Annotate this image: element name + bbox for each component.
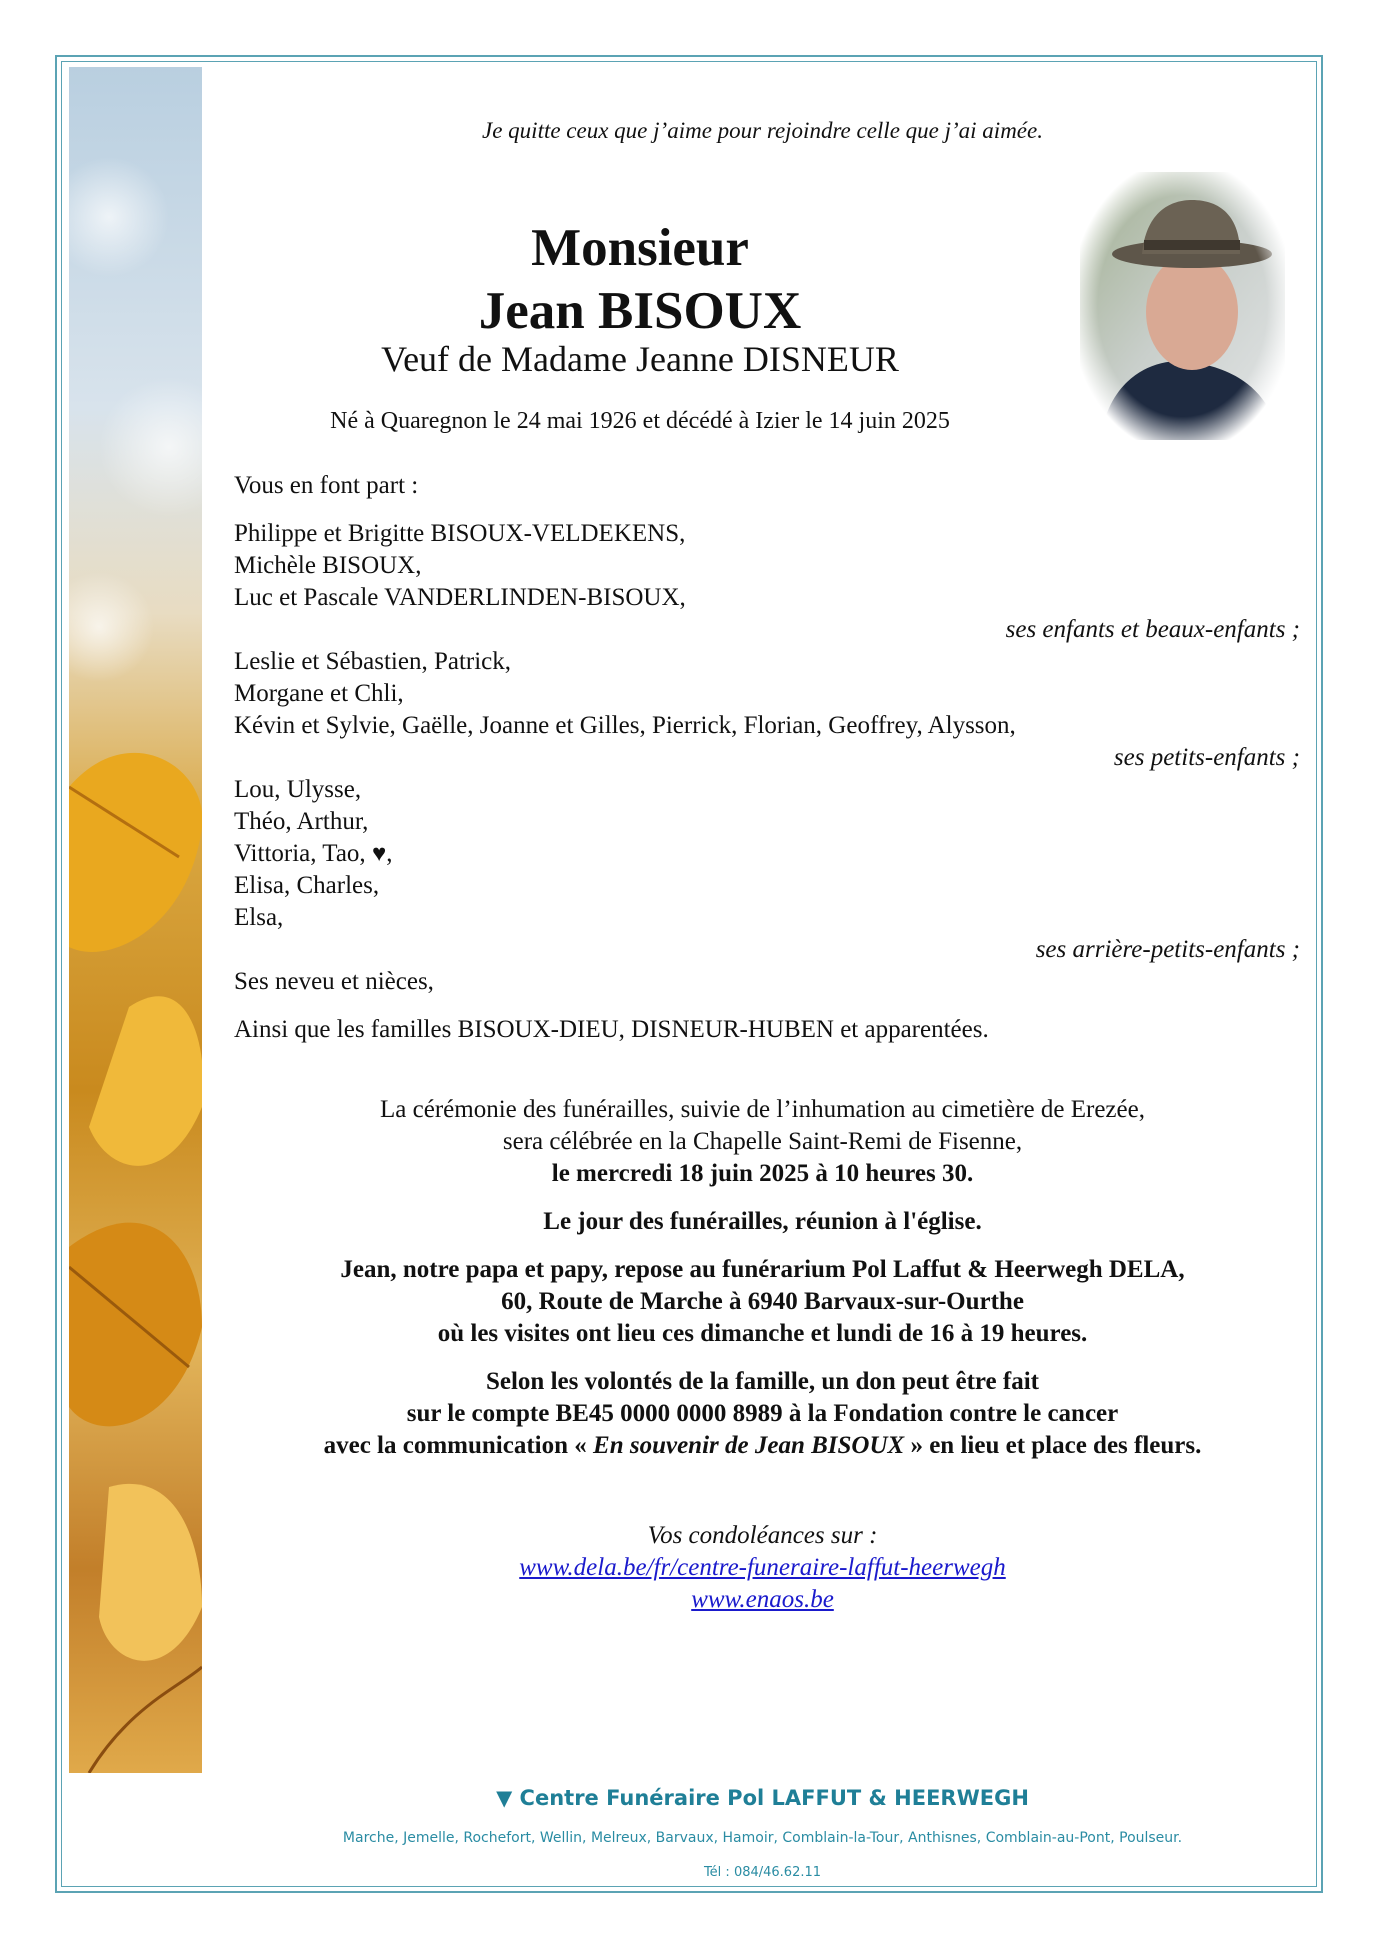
donation-communication: En souvenir de Jean BISOUX	[593, 1432, 905, 1459]
ceremony-date: le mercredi 18 juin 2025 à 10 heures 30.	[551, 1160, 974, 1187]
children-relation: ses enfants et beaux-enfants ;	[1005, 616, 1300, 643]
portrait-photo	[1080, 172, 1285, 440]
rest-line3: où les visites ont lieu ces dimanche et lundi de 16 à 19 heures.	[437, 1320, 1088, 1347]
footer-phone: Tél : 084/46.62.11	[703, 1865, 822, 1880]
epigraph-quote: Je quitte ceux que j’aime pour rejoindre celle que j’ai aimée.	[482, 118, 1043, 143]
heart-suffix: ,	[386, 840, 393, 867]
donation-line2: sur le compte BE45 0000 0000 8989 à la Fondation contre le cancer	[406, 1400, 1119, 1427]
intro-text: Vous en font part :	[234, 472, 419, 499]
ceremony-line2: sera célébrée en la Chapelle Saint-Remi de Fisenne,	[502, 1128, 1023, 1155]
list-item: Lou, Ulysse,	[234, 776, 362, 803]
great-grandchildren-relation: ses arrière-petits-enfants ;	[1035, 936, 1300, 963]
list-item: Elsa,	[234, 904, 284, 931]
company-name: Centre Funéraire Pol LAFFUT & HEERWEGH	[519, 1786, 1029, 1810]
meeting-line: Le jour des funérailles, réunion à l'église.	[543, 1208, 982, 1235]
list-item: Philippe et Brigitte BISOUX-VELDEKENS,	[234, 520, 686, 547]
list-item: Théo, Arthur,	[234, 808, 369, 835]
ceremony-line1: La cérémonie des funérailles, suivie de l’inhumation au cimetière de Erezée,	[380, 1096, 1145, 1123]
condolences-label: Vos condoléances sur :	[647, 1522, 878, 1549]
list-item: Luc et Pascale VANDERLINDEN-BISOUX,	[234, 584, 686, 611]
footer-towns: Marche, Jemelle, Rochefort, Wellin, Melreux, Barvaux, Hamoir, Comblain-la-Tour, Anthisnes, Comblain-au-Pont, Poulseur.	[342, 1830, 1183, 1846]
list-item-with-heart	[234, 838, 392, 870]
donation-suffix: » en lieu et place des fleurs.	[910, 1432, 1202, 1459]
condolences-link-enaos[interactable]: www.enaos.be	[691, 1586, 834, 1613]
autumn-leaves-banner	[69, 67, 202, 1773]
deceased-title: Monsieur	[531, 219, 749, 277]
condolences-link-dela[interactable]: www.dela.be/fr/centre-funeraire-laffut-heerwegh	[519, 1554, 1006, 1581]
donation-line3	[240, 1430, 1285, 1462]
birth-death-dates: Né à Quaregnon le 24 mai 1926 et décédé à Izier le 14 juin 2025	[330, 408, 950, 434]
triangle-down-icon: ▼	[496, 1786, 513, 1810]
list-item: Elisa, Charles,	[234, 872, 380, 899]
nephews-line: Ses neveu et nièces,	[234, 968, 434, 995]
rest-line1: Jean, notre papa et papy, repose au funérarium Pol Laffut & Heerwegh DELA,	[340, 1256, 1185, 1283]
footer-company	[240, 1786, 1285, 1810]
grandchildren-relation: ses petits-enfants ;	[1113, 744, 1300, 771]
heart-icon: ♥	[371, 841, 387, 867]
list-item: Michèle BISOUX,	[234, 552, 422, 579]
donation-line1: Selon les volontés de la famille, un don peut être fait	[485, 1368, 1039, 1395]
families-line: Ainsi que les familles BISOUX-DIEU, DISNEUR-HUBEN et apparentées.	[234, 1016, 989, 1043]
widower-line: Veuf de Madame Jeanne DISNEUR	[381, 339, 899, 379]
rest-line2: 60, Route de Marche à 6940 Barvaux-sur-Ourthe	[501, 1288, 1024, 1315]
list-item-text: Vittoria, Tao,	[234, 840, 366, 867]
donation-prefix: avec la communication «	[323, 1432, 587, 1459]
deceased-name: Jean BISOUX	[478, 282, 802, 340]
list-item: Morgane et Chli,	[234, 680, 404, 707]
list-item: Kévin et Sylvie, Gaëlle, Joanne et Gilles, Pierrick, Florian, Geoffrey, Alysson,	[234, 712, 1016, 739]
list-item: Leslie et Sébastien, Patrick,	[234, 648, 512, 675]
